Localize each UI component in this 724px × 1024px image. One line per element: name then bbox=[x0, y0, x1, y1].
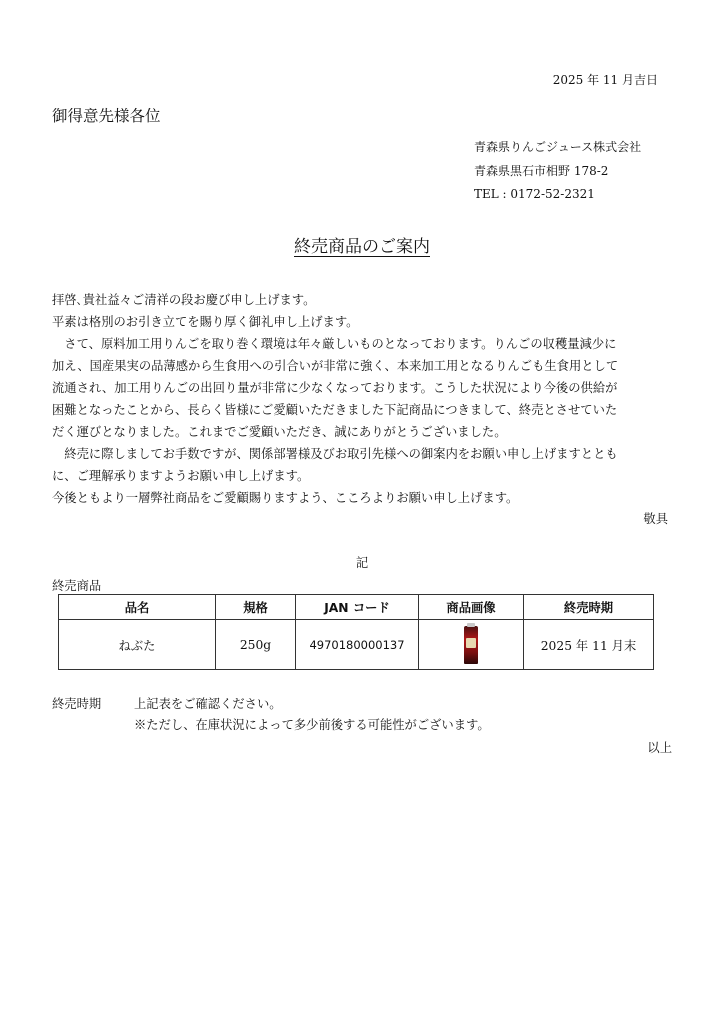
table-row bbox=[59, 620, 654, 670]
document-title: 終売商品のご案内 bbox=[294, 237, 430, 257]
sender-block bbox=[474, 136, 641, 207]
sender-address: 青森県黒石市相野 178-2 bbox=[474, 163, 609, 178]
product-name: ねぶた bbox=[59, 620, 216, 670]
table-header-row bbox=[59, 595, 654, 620]
discontinued-products-label: 終売商品 bbox=[52, 579, 102, 593]
juice-can-image bbox=[464, 626, 478, 664]
body-line: 加え、国産果実の品薄感から生食用への引合いが非常に強く、本来加工用となるりんごも生食用として bbox=[52, 359, 619, 373]
document-date: 2025 年 11 月吉日 bbox=[552, 73, 658, 87]
product-spec: 250g bbox=[216, 620, 296, 670]
product-image-cell bbox=[419, 620, 524, 670]
body-line: 流通され、加工用りんごの出回り量が非常に少なくなっております。こうした状況により今後の供給が bbox=[52, 381, 618, 395]
recipient: 御得意先様各位 bbox=[52, 107, 161, 125]
body-line: 平素は格別のお引き立てを賜り厚く御礼申し上げます。 bbox=[52, 315, 359, 329]
body-line: さて、原料加工用りんごを取り巻く環境は年々厳しいものとなっております。りんごの収穫量減少に bbox=[64, 337, 617, 351]
body-line: だく運びとなりました。これまでご愛顧いただき、誠にありがとうございました。 bbox=[52, 425, 507, 439]
discontinued-products-table bbox=[58, 594, 654, 670]
header-product-name: 品名 bbox=[59, 595, 216, 620]
body-text bbox=[52, 289, 674, 509]
period-label: 終売時期 bbox=[52, 697, 102, 711]
closing-keigu: 敬具 bbox=[643, 512, 668, 526]
period-text: 上記表をご確認ください。 bbox=[134, 697, 282, 711]
header-spec: 規格 bbox=[216, 595, 296, 620]
body-line: に、ご理解承りますようお願い申し上げます。 bbox=[52, 469, 310, 483]
ending-ijo: 以上 bbox=[647, 741, 672, 755]
body-line: 拝啓､貴社益々ご清祥の段お慶び申し上げます。 bbox=[52, 293, 316, 307]
sender-company: 青森県りんごジュース株式会社 bbox=[474, 140, 642, 154]
sender-tel: TEL : 0172-52-2321 bbox=[474, 187, 595, 201]
product-end-period: 2025 年 11 月末 bbox=[524, 620, 654, 670]
ki-heading: 記 bbox=[355, 556, 369, 570]
body-line: 今後ともより一層弊社商品をご愛顧賜りますよう、こころよりお願い申し上げます。 bbox=[52, 491, 519, 505]
product-jan: 4970180000137 bbox=[296, 620, 419, 670]
body-line: 困難となったことから、長らく皆様にご愛顧いただきました下記商品につきまして、終売とさせていた bbox=[52, 403, 618, 417]
header-jan-code: JAN コード bbox=[296, 595, 419, 620]
period-note: ※ただし、在庫状況によって多少前後する可能性がございます。 bbox=[134, 718, 490, 732]
body-line: 終売に際しましてお手数ですが、関係部署様及びお取引先様への御案内をお願い申し上げますととも bbox=[64, 447, 618, 461]
header-product-image: 商品画像 bbox=[419, 595, 524, 620]
header-end-period: 終売時期 bbox=[524, 595, 654, 620]
